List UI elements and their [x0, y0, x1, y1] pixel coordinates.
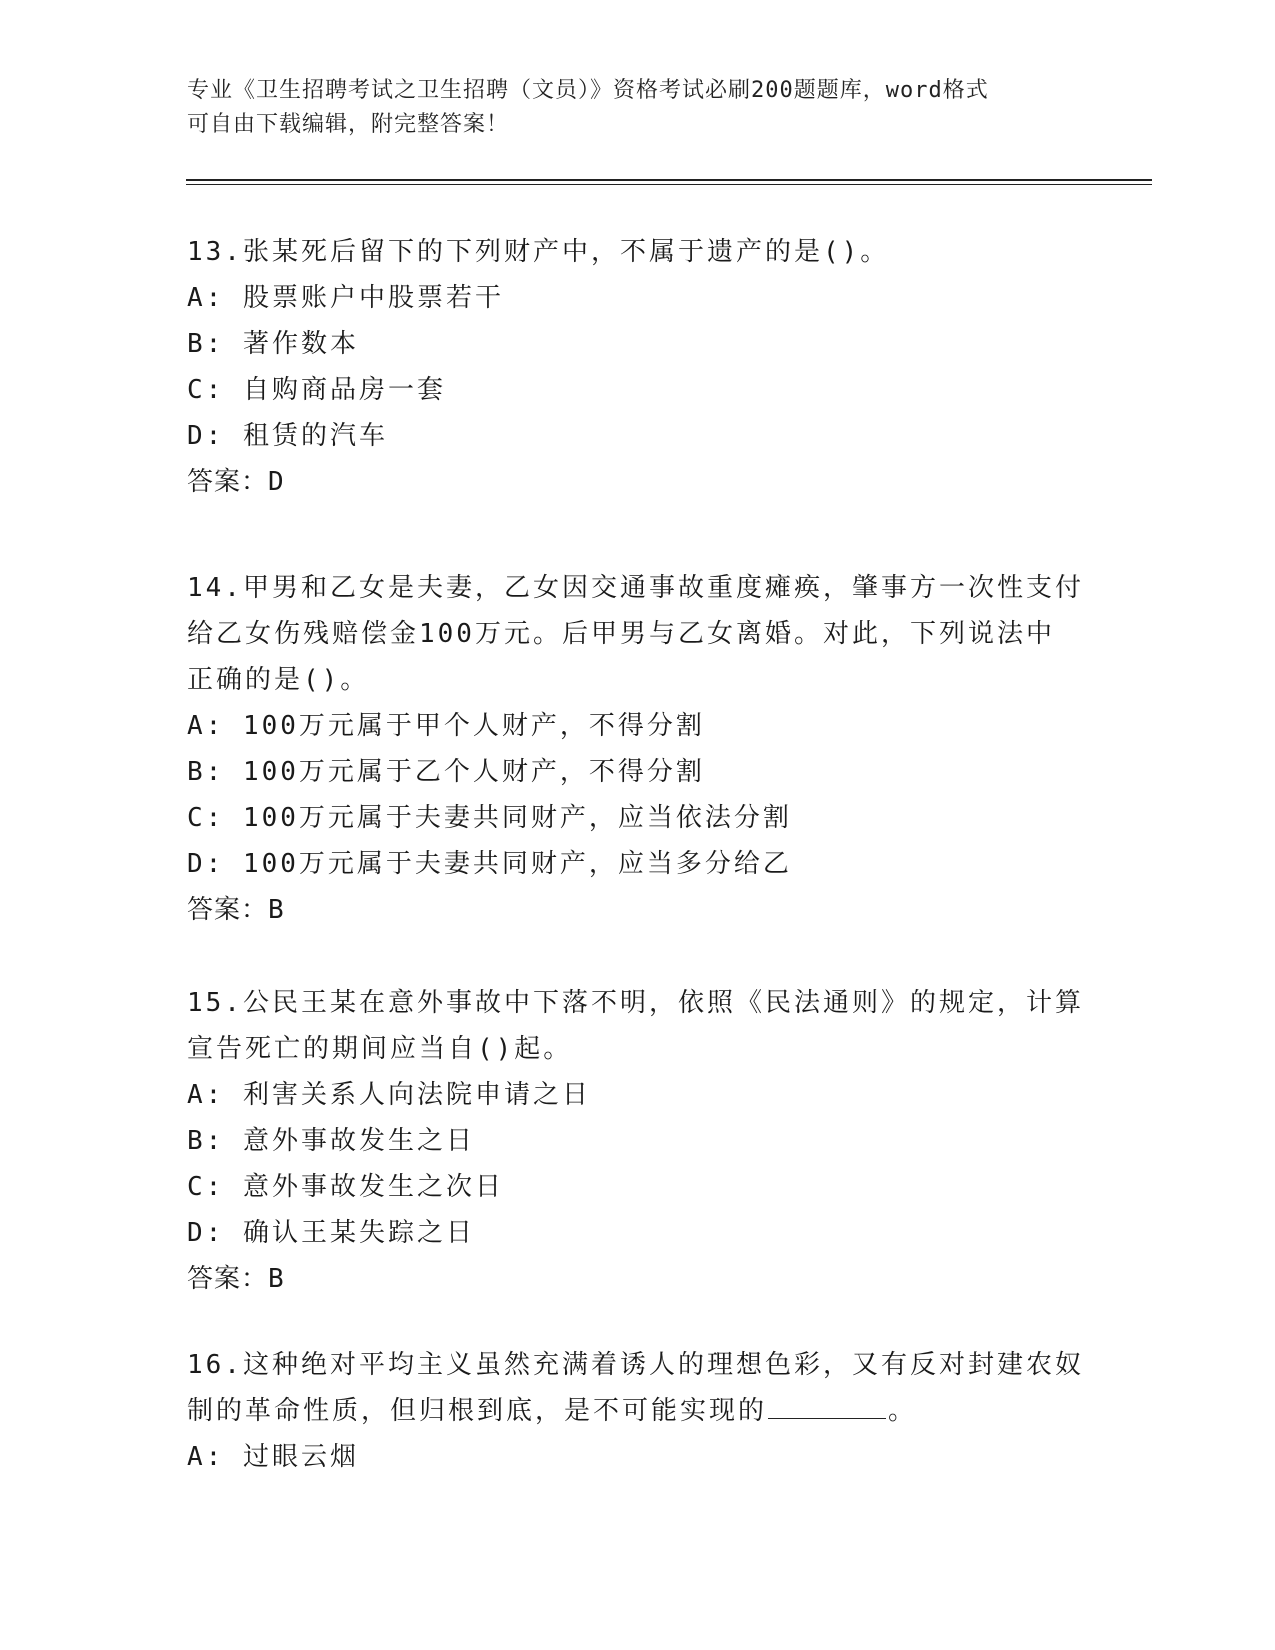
- answer: 答案：B: [187, 895, 285, 925]
- document-header: [187, 74, 1087, 142]
- header-title-line-2: 可自由下载编辑，附完整答案！: [187, 112, 510, 137]
- answer: 答案：B: [187, 1264, 285, 1294]
- question-stem: 16.这种绝对平均主义虽然充满着诱人的理想色彩，又有反对封建农奴: [187, 1350, 1084, 1380]
- option-c: C: 自购商品房一套: [187, 375, 446, 405]
- question-stem-with-blank: [187, 1388, 1087, 1434]
- option-b: B: 著作数本: [187, 329, 359, 359]
- option-a: A: 100万元属于甲个人财产，不得分割: [187, 711, 705, 741]
- question-14: [187, 565, 1087, 933]
- question-15: [187, 980, 1087, 1302]
- option-c: C: 100万元属于夫妻共同财产，应当依法分割: [187, 803, 792, 833]
- question-stem: 13.张某死后留下的下列财产中，不属于遗产的是()。: [187, 237, 890, 267]
- option-a: A: 利害关系人向法院申请之日: [187, 1080, 591, 1110]
- question-13: [187, 229, 1087, 505]
- question-stem-end: 。: [888, 1396, 918, 1426]
- question-stem: 给乙女伤残赔偿金100万元。后甲男与乙女离婚。对此，下列说法中: [187, 619, 1055, 649]
- question-stem: 14.甲男和乙女是夫妻，乙女因交通事故重度瘫痪，肇事方一次性支付: [187, 573, 1084, 603]
- option-a: A: 股票账户中股票若干: [187, 283, 504, 313]
- question-16: [187, 1342, 1087, 1480]
- option-b: B: 100万元属于乙个人财产，不得分割: [187, 757, 705, 787]
- header-divider-thin: [186, 184, 1152, 185]
- header-divider-thick: [186, 179, 1152, 181]
- answer: 答案：D: [187, 467, 285, 497]
- question-stem-text: 制的革命性质，但归根到底，是不可能实现的: [187, 1396, 768, 1426]
- question-stem: 宣告死亡的期间应当自()起。: [187, 1034, 573, 1064]
- option-a: A: 过眼云烟: [187, 1442, 359, 1472]
- option-c: C: 意外事故发生之次日: [187, 1172, 504, 1202]
- option-d: D: 租赁的汽车: [187, 421, 388, 451]
- option-d: D: 100万元属于夫妻共同财产，应当多分给乙: [187, 849, 792, 879]
- question-stem: 15.公民王某在意外事故中下落不明，依照《民法通则》的规定，计算: [187, 988, 1084, 1018]
- option-b: B: 意外事故发生之日: [187, 1126, 475, 1156]
- option-d: D: 确认王某失踪之日: [187, 1218, 475, 1248]
- question-stem: 正确的是()。: [187, 665, 370, 695]
- header-title-line-1: 专业《卫生招聘考试之卫生招聘（文员）》资格考试必刷200题题库，word格式: [187, 78, 989, 103]
- fill-in-blank: [768, 1396, 886, 1419]
